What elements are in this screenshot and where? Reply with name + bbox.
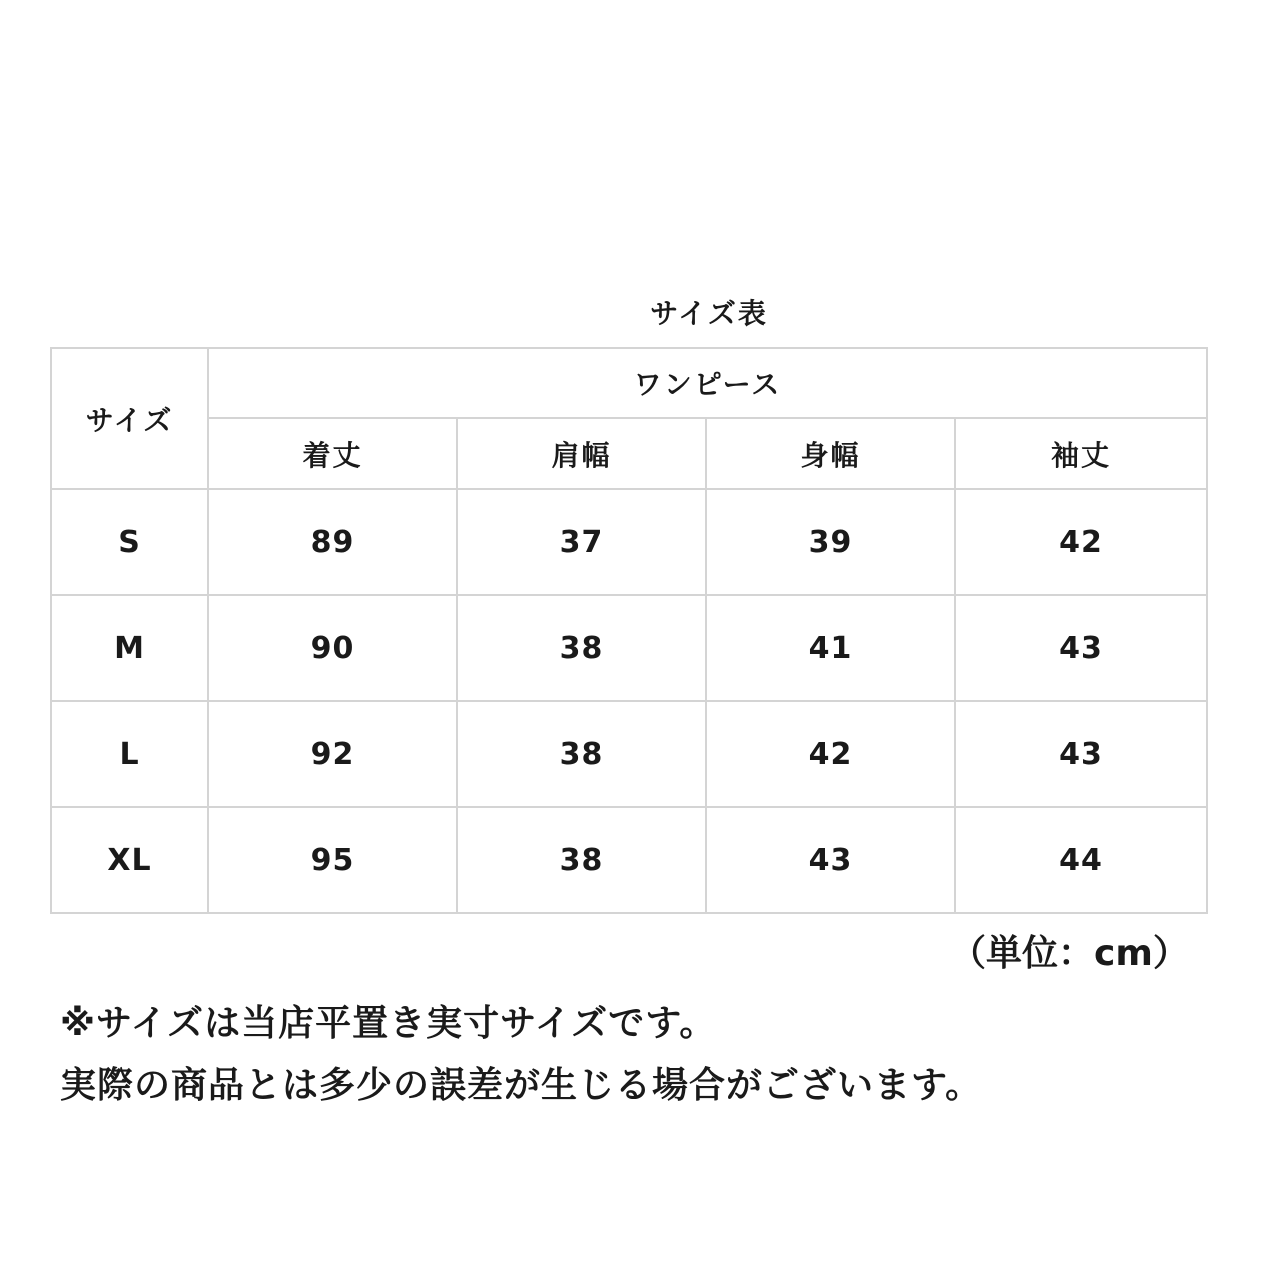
size-table — [50, 347, 1208, 914]
table-cell: 39 — [706, 489, 955, 595]
table-cell: 43 — [706, 807, 955, 913]
table-cell: 42 — [955, 489, 1207, 595]
column-header-sleeve: 袖丈 — [955, 418, 1207, 489]
table-row — [51, 489, 1207, 595]
table-cell: 95 — [208, 807, 457, 913]
table-cell: 38 — [457, 595, 706, 701]
table-cell: 90 — [208, 595, 457, 701]
table-row — [51, 595, 1207, 701]
table-cell: 44 — [955, 807, 1207, 913]
table-cell: 89 — [208, 489, 457, 595]
group-header: ワンピース — [208, 348, 1207, 418]
column-header-shoulder: 肩幅 — [457, 418, 706, 489]
table-row — [51, 701, 1207, 807]
row-size-label: M — [51, 595, 208, 701]
table-cell: 37 — [457, 489, 706, 595]
table-row — [51, 807, 1207, 913]
table-subheader-row — [51, 418, 1207, 489]
table-cell: 38 — [457, 807, 706, 913]
table-header-row — [51, 348, 1207, 418]
table-cell: 41 — [706, 595, 955, 701]
table-cell: 38 — [457, 701, 706, 807]
table-cell: 42 — [706, 701, 955, 807]
size-note: ※サイズは当店平置き実寸サイズです。 — [60, 1003, 717, 1044]
table-cell: 92 — [208, 701, 457, 807]
row-size-label: S — [51, 489, 208, 595]
table-cell: 43 — [955, 595, 1207, 701]
column-header-width: 身幅 — [706, 418, 955, 489]
chart-title: サイズ表 — [650, 297, 768, 330]
error-note: 実際の商品とは多少の誤差が生じる場合がございます。 — [60, 1065, 983, 1106]
column-header-length: 着丈 — [208, 418, 457, 489]
size-column-header: サイズ — [51, 348, 208, 489]
unit-note: （単位：cm） — [950, 933, 1189, 974]
row-size-label: L — [51, 701, 208, 807]
table-cell: 43 — [955, 701, 1207, 807]
row-size-label: XL — [51, 807, 208, 913]
